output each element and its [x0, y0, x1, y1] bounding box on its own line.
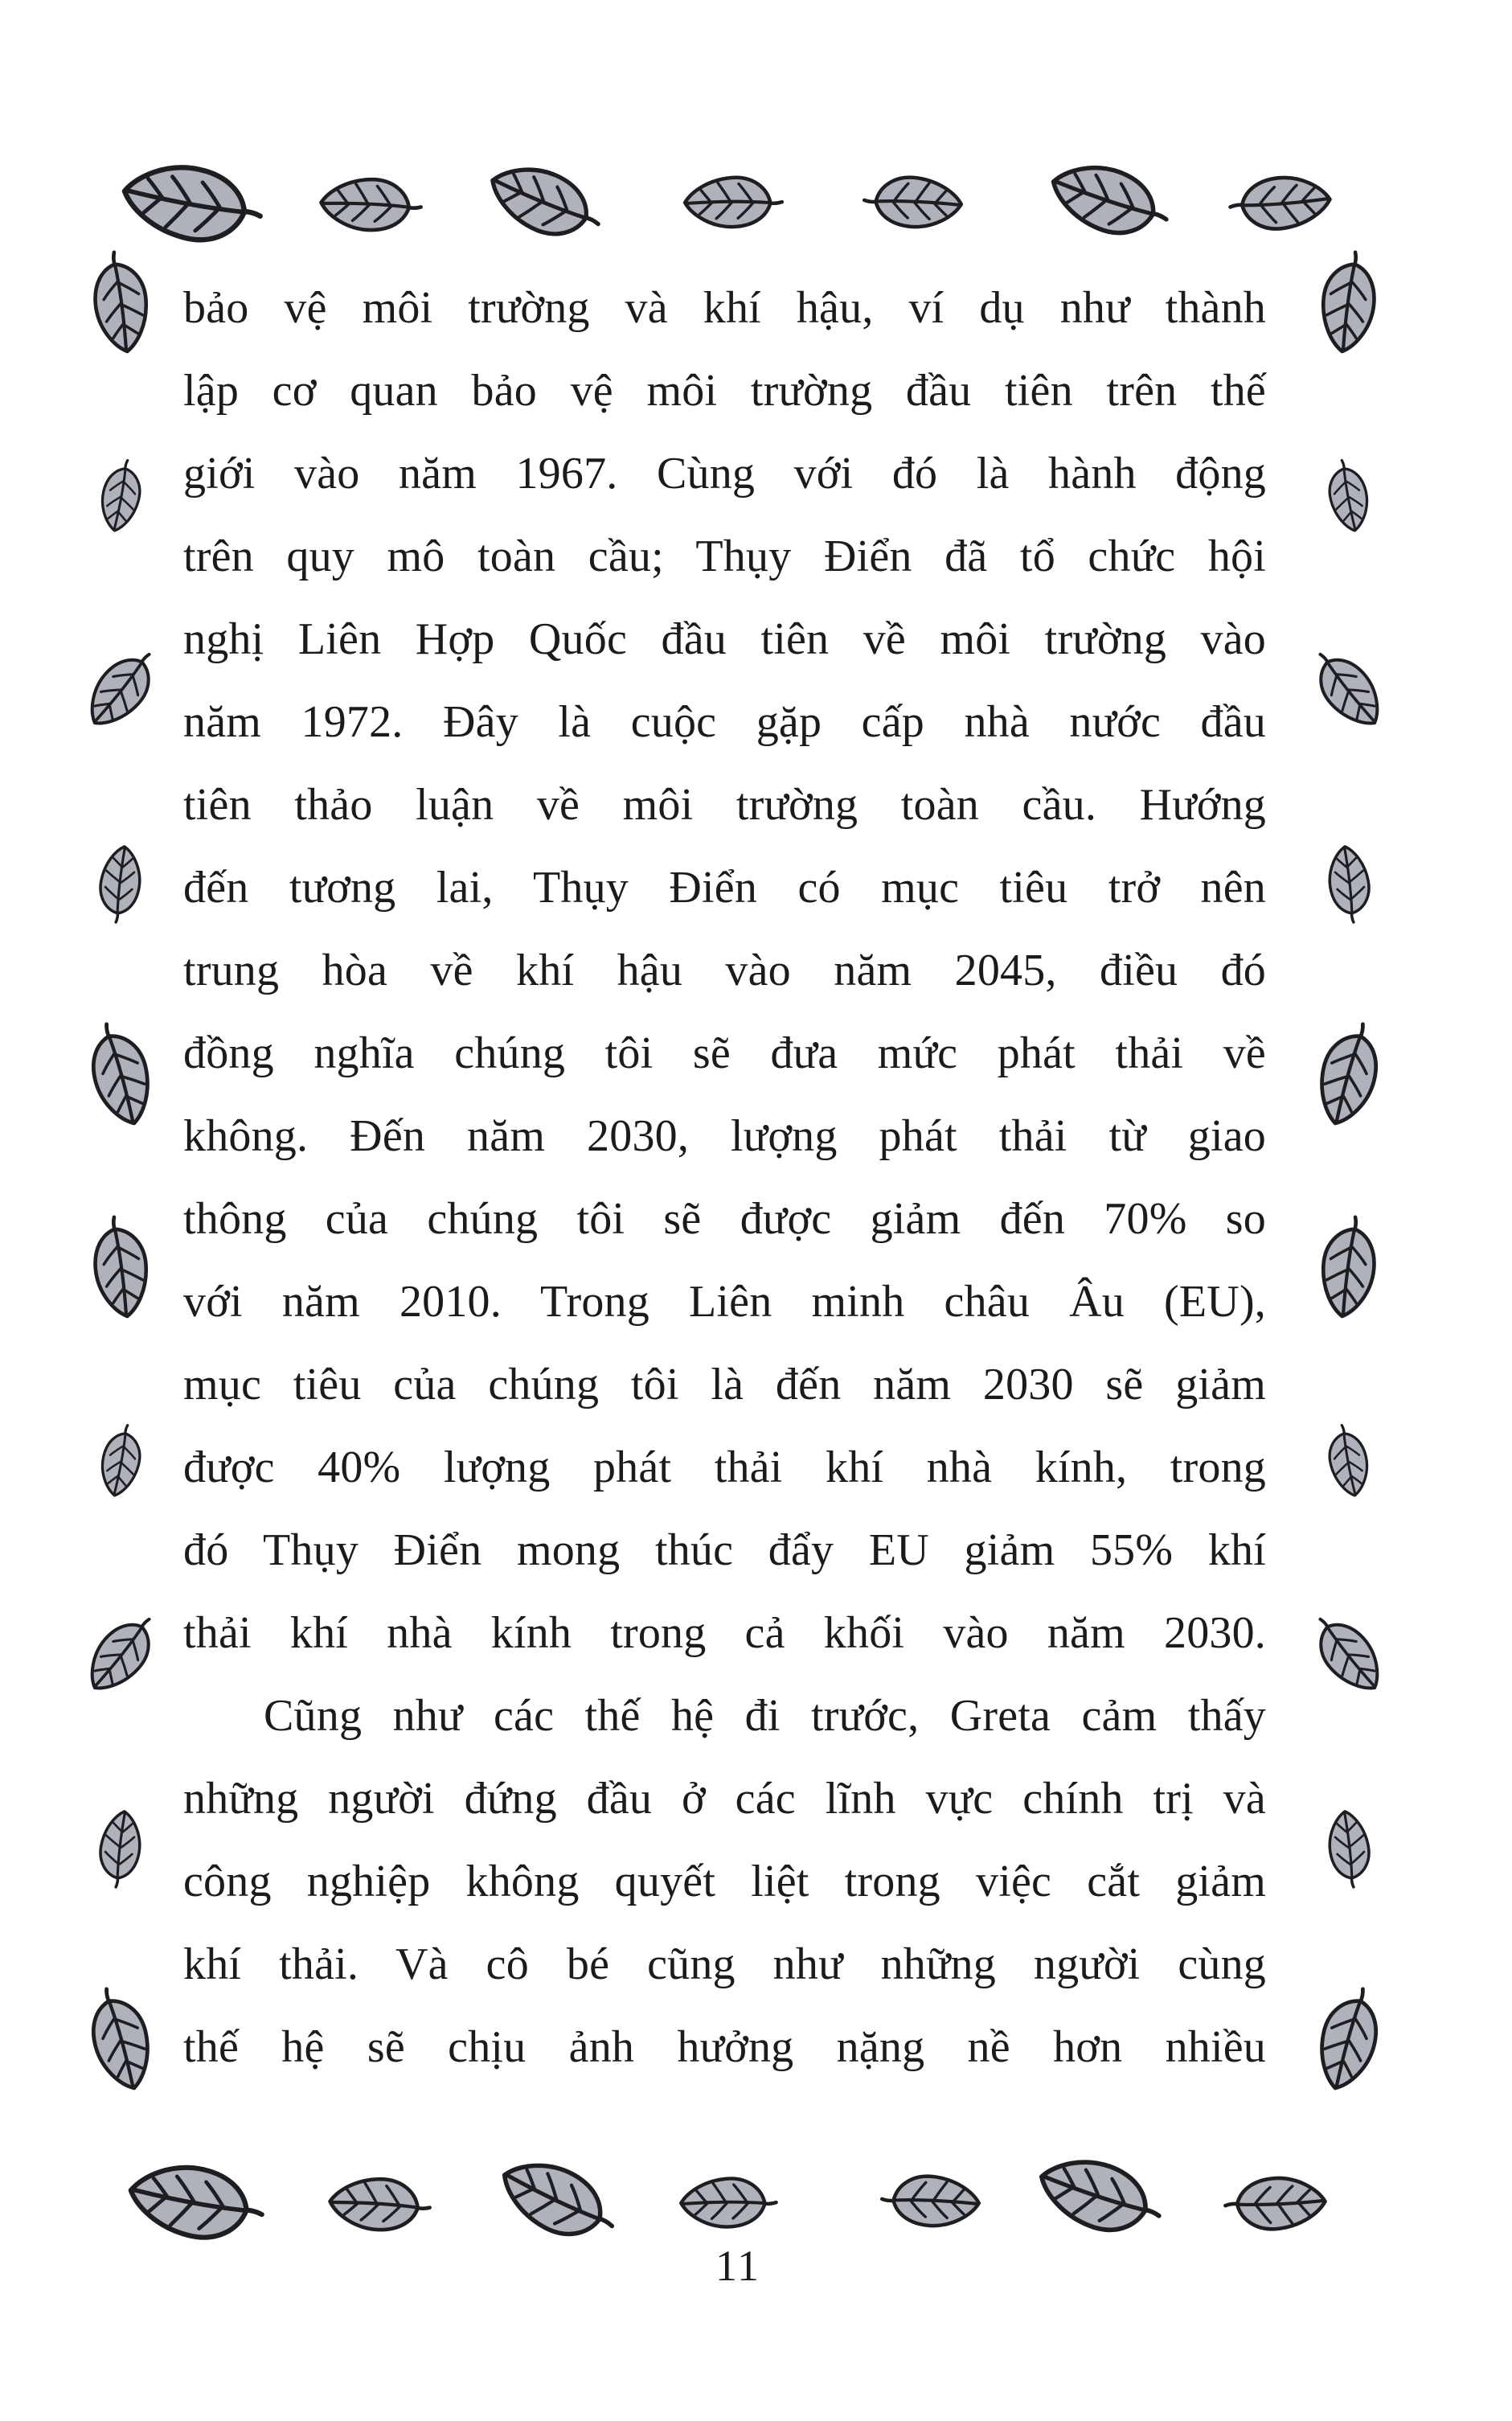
text-line: được 40% lượng phát thải khí nhà kính, trong [183, 1442, 1266, 1492]
leaf-icon [86, 1418, 154, 1505]
leaf-icon [1315, 1803, 1383, 1894]
leaf-icon [1314, 453, 1383, 540]
text-line: không. Đến năm 2030, lượng phát thải từ giao [183, 1111, 1266, 1161]
text-line: Cũng như các thế hệ đi trước, Greta cảm thấy [264, 1691, 1266, 1741]
leaf-icon [112, 2138, 276, 2266]
text-line: khí thải. Và cô bé cũng như những người cùng [183, 1939, 1266, 1989]
leaf-icon [86, 453, 154, 540]
leaf-icon [477, 2129, 636, 2269]
text-line: thải khí nhà kính trong cả khối vào năm 2030. [183, 1608, 1266, 1658]
text-line: năm 1972. Đây là cuộc gặp cấp nhà nước đầu [183, 697, 1266, 747]
leaf-icon [104, 137, 275, 269]
leaf-icon [1295, 1010, 1403, 1142]
leaf-icon [75, 244, 167, 365]
leaf-icon [1315, 838, 1383, 929]
paragraph [183, 1675, 1266, 2089]
body-text [183, 267, 1266, 2089]
text-line: lập cơ quan bảo vệ môi trường đầu tiên trên thế [183, 366, 1266, 416]
leaf-icon [674, 2166, 780, 2240]
page-number: 11 [715, 2242, 760, 2290]
leaf-icon [1223, 160, 1340, 245]
text-line: những người đứng đầu ở các lĩnh vực chính trị và [183, 1774, 1266, 1824]
leaf-icon [678, 165, 786, 240]
paragraph [183, 267, 1266, 1675]
leaf-icon [1314, 1418, 1383, 1505]
text-line: đến tương lai, Thụy Điển có mục tiêu trở nên [183, 863, 1266, 913]
text-line: công nghiệp không quyết liệt trong việc cắt giảm [183, 1857, 1266, 1906]
leaf-icon [1018, 2128, 1178, 2263]
leaf-icon [64, 1595, 177, 1714]
leaf-icon [87, 1803, 154, 1894]
leaf-icon [1303, 244, 1395, 365]
leaf-icon [1292, 1595, 1405, 1714]
text-line: mục tiêu của chúng tôi là đến năm 2030 sẽ giảm [183, 1360, 1266, 1410]
leaf-icon [311, 163, 426, 247]
text-line: trên quy mô toàn cầu; Thụy Điển đã tổ chức hội [183, 531, 1266, 581]
leaf-icon [877, 2162, 988, 2241]
leaf-icon [319, 2162, 436, 2247]
text-line: bảo vệ môi trường và khí hậu, ví dụ như thành [183, 283, 1266, 333]
leaf-icon [67, 1975, 175, 2107]
leaf-icon [75, 1208, 167, 1330]
leaf-icon [859, 163, 970, 242]
leaf-icon [468, 136, 619, 266]
text-line: giới vào năm 1967. Cùng với đó là hành động [183, 449, 1266, 499]
leaf-icon [64, 630, 177, 749]
leaf-icon [1031, 135, 1185, 264]
leaf-icon [67, 1010, 175, 1142]
leaf-icon [1295, 1975, 1403, 2107]
text-line: với năm 2010. Trong Liên minh châu Âu (EU), [183, 1277, 1266, 1327]
leaf-icon [1292, 630, 1405, 749]
text-line: nghị Liên Hợp Quốc đầu tiên về môi trường vào [183, 614, 1266, 664]
text-line: thông của chúng tôi sẽ được giảm đến 70% so [183, 1194, 1266, 1244]
text-line: đồng nghĩa chúng tôi sẽ đưa mức phát thải về [183, 1028, 1266, 1078]
leaf-icon [1303, 1208, 1395, 1330]
leaf-icon [1220, 2162, 1334, 2243]
text-line: đó Thụy Điển mong thúc đẩy EU giảm 55% khí [183, 1525, 1266, 1575]
text-line: tiên thảo luận về môi trường toàn cầu. Hướng [183, 780, 1266, 830]
leaf-icon [87, 838, 154, 929]
text-line: trung hòa về khí hậu vào năm 2045, điều đó [183, 946, 1266, 995]
text-line: thế hệ sẽ chịu ảnh hưởng nặng nề hơn nhiều [183, 2022, 1266, 2072]
